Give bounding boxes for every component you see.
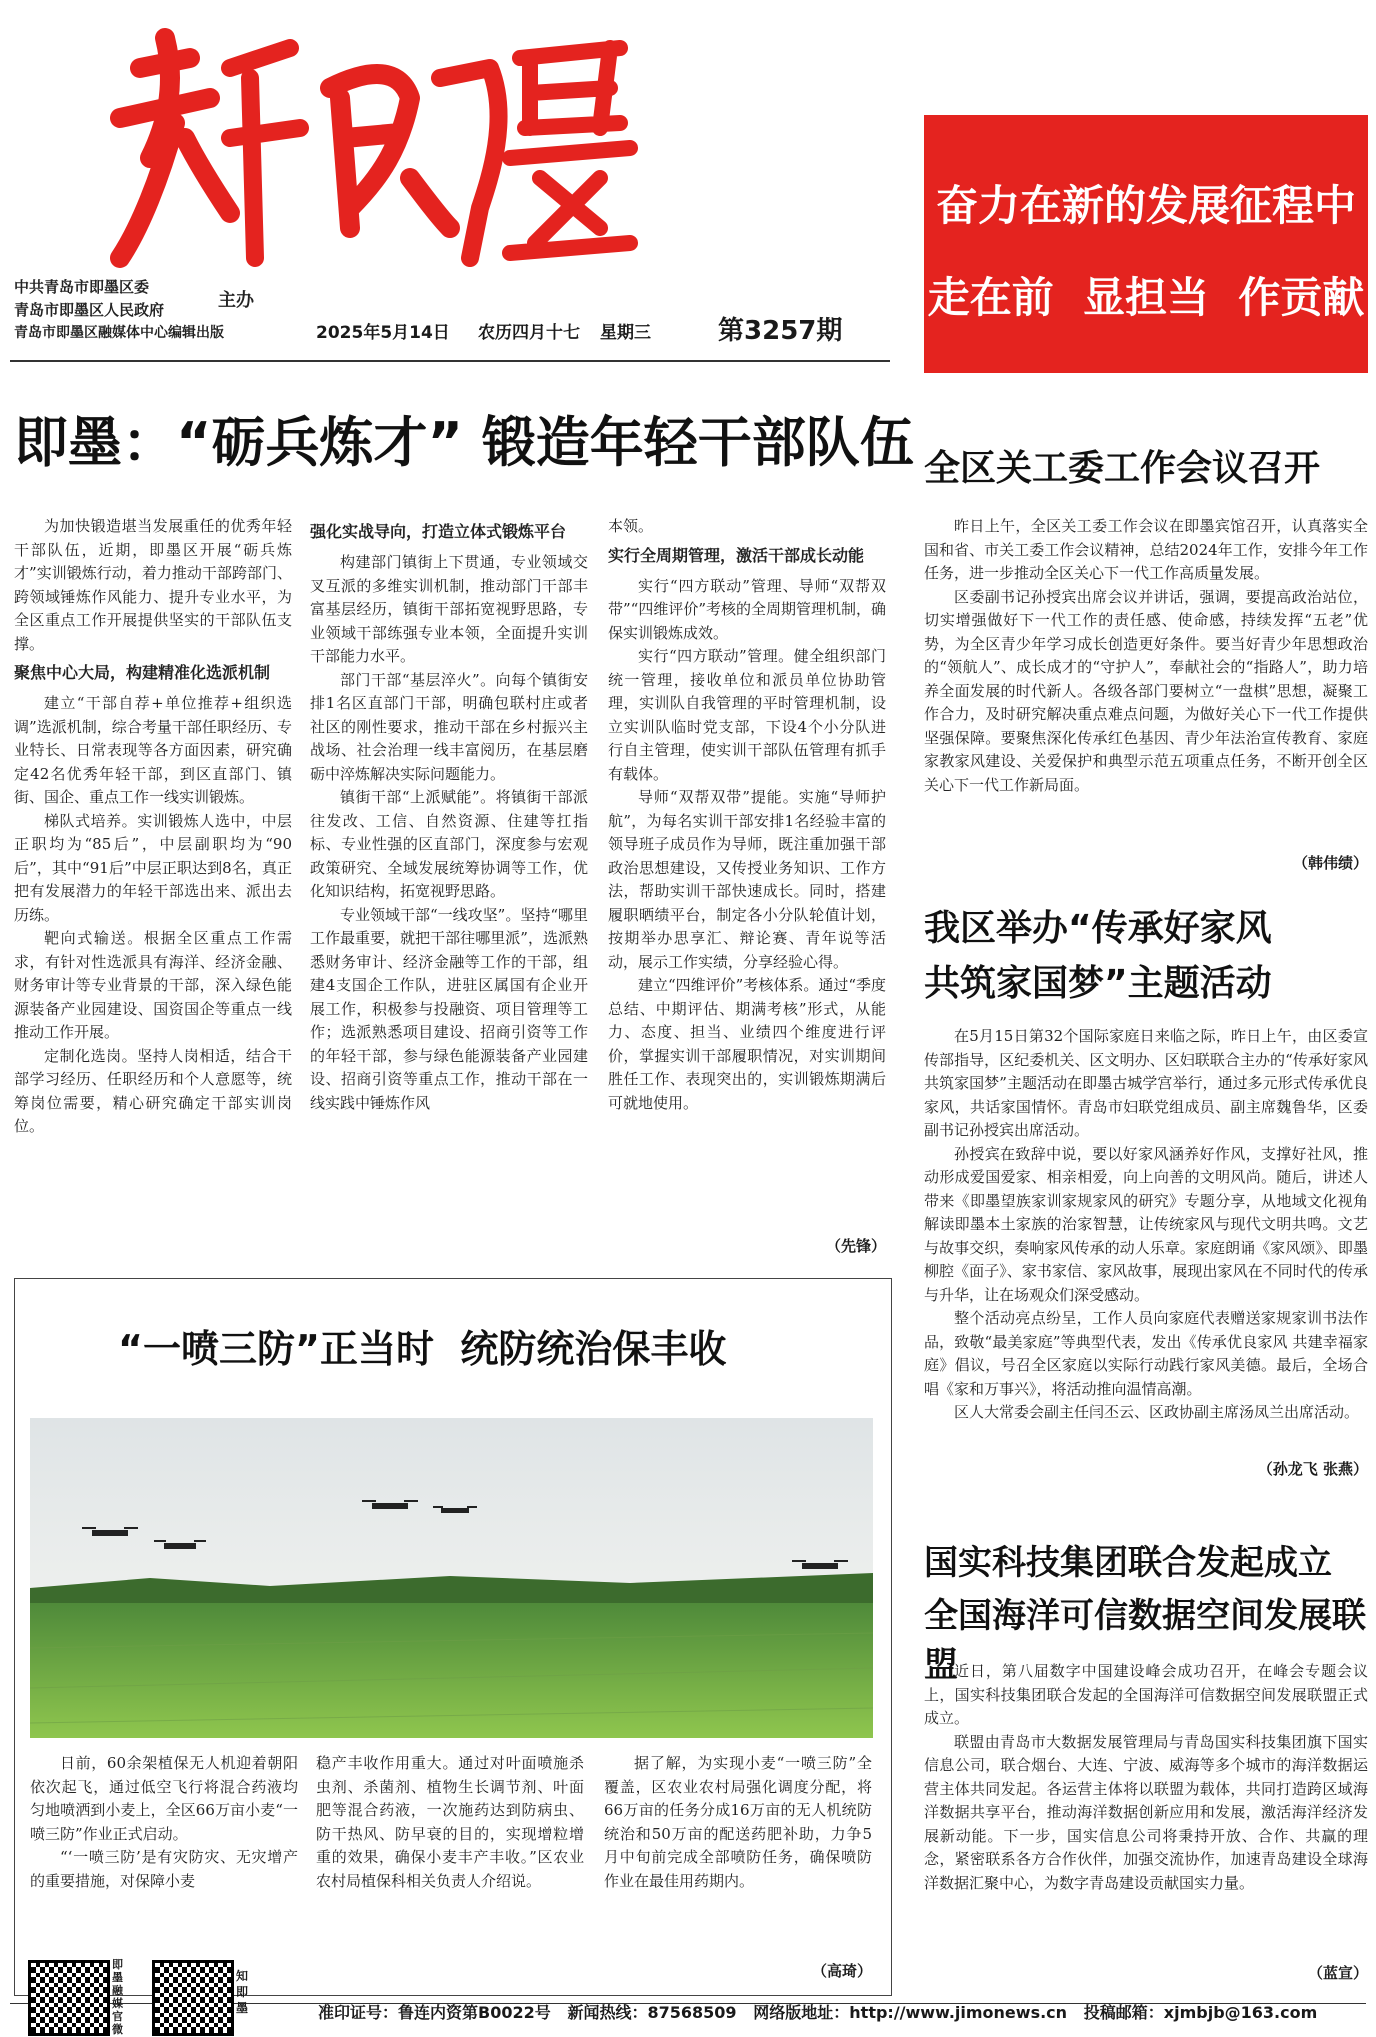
right3-body bbox=[924, 1660, 1368, 1895]
issue-number: 第3257期 bbox=[718, 316, 843, 346]
qr1-label: 即墨融媒官微 bbox=[112, 1958, 123, 2036]
right3-headline-2: 全国海洋可信数据空间发展联盟 bbox=[924, 1596, 1366, 1685]
footer-info bbox=[318, 2000, 1317, 2023]
slogan-banner bbox=[924, 115, 1368, 373]
lunar-date: 农历四月十七 bbox=[478, 323, 580, 343]
lead-headline: 即墨：“砺兵炼才” 锻造年轻干部队伍 bbox=[14, 411, 914, 474]
right2-headline-2: 共筑家国梦”主题活动 bbox=[924, 963, 1272, 1004]
paragraph: 联盟由青岛市大数据发展管理局与青岛国实科技集团旗下国实信息公司，联合烟台、大连、宁波、威海等多个城市的海洋数据运营主体共同发起。各运营主体将以联盟为载体，共同打造跨区域海洋数据共享平台，推动海洋数据创新应用和发展，激活海洋经济发展新动能。下一步，国实信息公司将秉持开放、合作、共赢的理念，紧密联系各方合作伙伴，加强交流协作，加速青岛建设全球海洋数据汇聚中心，为数字青岛建设贡献国实力量。 bbox=[924, 1732, 1368, 1892]
sponsor-line-2: 青岛市即墨区人民政府 bbox=[14, 301, 165, 319]
paragraph: 镇街干部“上派赋能”。将镇街干部派往发改、工信、自然资源、住建等扛指标、专业性强的区直部门，深度参与宏观政策研究、全域发展统筹协调等工作，优化知识结构，拓宽视野思路。 bbox=[310, 788, 588, 900]
right3-signature: （蓝宣） bbox=[1307, 1964, 1368, 1982]
web-link[interactable]: http://www.jimonews.cn bbox=[849, 2003, 1068, 2022]
paragraph: 近日，第八届数字中国建设峰会成功召开，在峰会专题会议上，国实科技集团联合发起的全国海洋可信数据空间发展联盟正式成立。 bbox=[924, 1662, 1368, 1727]
drone-field-photo bbox=[30, 1418, 873, 1738]
paragraph: 导师“双帮双带”提能。实施“导师护航”，为每名实训干部安排1名经验丰富的领导班子成员作为导师，既注重加强干部政治思想建设，又传授业务知识、工作方法，帮助实训干部快速成长。同时，搭建履职晒绩平台，制定各小分队轮值计划，按期举办思享汇、辩论赛、青年说等活动，展示工作实绩，分享经验心得。 bbox=[608, 788, 886, 971]
photo-story-col-3 bbox=[604, 1752, 872, 1893]
paragraph: 专业领域干部“一线攻坚”。坚持“哪里工作最重要，就把干部往哪里派”，选派熟悉财务审计、经济金融等工作的干部，组建4支国企工作队，进驻区属国有企业开展工作，积极参与投融资、项目管理等工作；选派熟悉项目建设、招商引资等工作的年轻干部，参与绿色能源装备产业园建设、招商引资等重点工作，推动干部在一线实践中锤炼作风 bbox=[310, 905, 589, 1112]
publisher: 青岛市即墨区融媒体中心编辑出版 bbox=[14, 325, 224, 341]
paragraph: 为加快锻造堪当发展重任的优秀年轻干部队伍，近期，即墨区开展“砺兵炼才”实训锻炼行动，着力推动干部跨部门、跨领域锤炼作风能力、提升专业水平，为全区重点工作开展提供坚实的干部队伍支撑。 bbox=[14, 517, 292, 653]
paragraph: “‘一喷三防’是有灾防灾、无灾增产的重要措施，对保障小麦 bbox=[30, 1848, 298, 1890]
right1-body bbox=[924, 515, 1368, 797]
paragraph: 靶向式输送。根据全区重点工作需求，有针对性选派具有海洋、经济金融、财务审计等专业背景的干部，深入绿色能源装备产业园建设、国资国企等重点一线推动工作开展。 bbox=[14, 929, 292, 1041]
paragraph: 整个活动亮点纷呈，工作人员向家庭代表赠送家规家训书法作品，致敬“最美家庭”等典型代表，发出《传承优良家风 共建幸福家庭》倡议，号召全区家庭以实际行动践行家风美德。最后，全场合唱《家和万事兴》，将活动推向温情高潮。 bbox=[924, 1309, 1368, 1398]
qr-code-1[interactable] bbox=[28, 1960, 110, 2036]
photo-story-headline: “一喷三防”正当时 统防统治保丰收 bbox=[118, 1327, 727, 1371]
sponsor-suffix: 主办 bbox=[218, 290, 254, 311]
lead-col-3 bbox=[608, 515, 886, 1115]
email-label: 投稿邮箱： bbox=[1083, 2003, 1164, 2022]
license-value: 鲁连内资第B0022号 bbox=[398, 2003, 551, 2022]
paragraph: 建立“四维评价”考核体系。通过“季度总结、中期评估、期满考核”形式，从能力、态度、担当、业绩四个维度进行评价，掌握实训干部履职情况，对实训期间胜任工作、表现突出的，实训锻炼期满后可就地使用。 bbox=[608, 976, 887, 1112]
right3-headline-1: 国实科技集团联合发起成立 bbox=[924, 1543, 1332, 1583]
masthead-divider bbox=[10, 360, 890, 362]
paragraph: 在5月15日第32个国际家庭日来临之际，昨日上午，由区委宣传部指导，区纪委机关、区文明办、区妇联联合主办的“传承好家风 共筑家国梦”主题活动在即墨古城学宫举行，通过多元形式传承优良家风，共话家国情怀。青岛市妇联党组成员、副主席魏鲁华，区委副书记孙授宾出席活动。 bbox=[924, 1027, 1368, 1139]
paragraph: 定制化选岗。坚持人岗相适，结合干部学习经历、任职经历和个人意愿等，统筹岗位需要，精心研究确定干部实训岗位。 bbox=[14, 1046, 292, 1135]
lead-signature: （先锋） bbox=[825, 1237, 886, 1255]
slogan-line-2: 走在前 显担当 作贡献 bbox=[927, 273, 1365, 322]
paragraph: 孙授宾在致辞中说，要以好家风涵养好作风，支撑好社风，推动形成爱国爱家、相亲相爱，向上向善的文明风尚。随后，讲述人带来《即墨望族家训家规家风的研究》专题分享，从地域文化视角解读即墨本土家族的治家智慧，让传统家风与现代文明共鸣。文艺与故事交织，奏响家风传承的动人乐章。家庭朗诵《家风颂》、即墨柳腔《面子》、家书家信、家风故事，展现出家风在不同时代的传承与升华，让在场观众们深受感动。 bbox=[924, 1144, 1368, 1304]
photo-story-signature: （高琦） bbox=[811, 1962, 872, 1980]
right2-body bbox=[924, 1025, 1368, 1425]
subheading: 强化实战导向，打造立体式锻炼平台 bbox=[310, 522, 567, 541]
license-label: 准印证号： bbox=[318, 2003, 399, 2022]
weekday: 星期三 bbox=[600, 323, 651, 343]
right2-headline-1: 我区举办“传承好家风 bbox=[924, 908, 1272, 949]
lead-col-2 bbox=[310, 515, 588, 1115]
masthead-logo bbox=[80, 28, 640, 268]
sponsor-line-1: 中共青岛市即墨区委 bbox=[14, 278, 150, 296]
paragraph: 稳产丰收作用重大。通过对叶面喷施杀虫剂、杀菌剂、植物生长调节剂、叶面肥等混合药液，一次施药达到防病虫、防干热风、防早衰的目的，实现增粒增重的效果，确保小麦丰产丰收。”区农业农村局植保科相关负责人介绍说。 bbox=[316, 1754, 584, 1890]
web-label: 网络版地址： bbox=[753, 2003, 850, 2022]
hotline-label: 新闻热线： bbox=[567, 2003, 648, 2022]
paragraph: 梯队式培养。实训锻炼人选中，中层正职均为“85后”，中层副职均为“90后”，其中“91后”中层正职达到8名，真正把有发展潜力的年轻干部选出来、派出去历练。 bbox=[14, 811, 292, 924]
paragraph: 构建部门镇街上下贯通，专业领域交叉互派的多维实训机制，推动部门干部丰富基层经历，镇街干部拓宽视野思路，专业领域干部练强专业本领，全面提升实训干部能力水平。 bbox=[310, 553, 588, 665]
right1-signature: （韩伟绩） bbox=[1292, 854, 1368, 872]
slogan-line-1: 奋力在新的发展征程中 bbox=[935, 181, 1356, 230]
qr2-label: 知即墨 bbox=[236, 1969, 249, 2015]
paragraph: 本领。 bbox=[608, 517, 654, 535]
paragraph: 昨日上午，全区关工委工作会议在即墨宾馆召开，认真落实全国和省、市关工委工作会议精神，总结2024年工作，安排今年工作任务，进一步推动全区关心下一代工作高质量发展。 bbox=[924, 517, 1368, 582]
paragraph: 区委副书记孙授宾出席会议并讲话，强调，要提高政治站位，切实增强做好下一代工作的责任感、使命感，持续发挥“五老”优势，为全区青少年学习成长创造更好条件。要当好青少年思想政治的“领航人”、成长成才的“守护人”，奉献社会的“指路人”，助力培养全面发展的时代新人。各级各部门要树立“一盘棋”思想，凝聚工作合力，及时研究解决重点难点问题，为做好关心下一代工作提供坚强保障。要聚焦深化传承红色基因、青少年法治宣传教育、家庭家教家风建设、关爱保护和典型示范五项重点任务，不断开创全区关心下一代工作新局面。 bbox=[924, 587, 1368, 794]
hotline-value: 87568509 bbox=[647, 2003, 737, 2022]
paragraph: 据了解，为实现小麦“一喷三防”全覆盖，区农业农村局强化调度分配，将66万亩的任务分成16万亩的无人机统防统治和50万亩的配送药肥补助，力争5月中旬前完成全部喷防任务，确保喷防作业在最佳用药期内。 bbox=[604, 1754, 872, 1890]
paragraph: 实行“四方联动”管理、导师“双帮双带”“四维评价”考核的全周期管理机制，确保实训锻炼成效。 bbox=[608, 576, 887, 642]
right2-signature: （孙龙飞 张燕） bbox=[1257, 1460, 1368, 1478]
subheading: 聚焦中心大局，构建精准化选派机制 bbox=[14, 663, 271, 682]
right1-headline: 全区关工委工作会议召开 bbox=[924, 448, 1321, 489]
photo-story-col-1 bbox=[30, 1752, 298, 1893]
paragraph: 部门干部“基层淬火”。向每个镇街安排1名区直部门干部，明确包联村庄或者社区的刚性要求，推动干部在乡村振兴主战场、社会治理一线丰富阅历，在基层磨砺中淬炼解决实际问题能力。 bbox=[310, 670, 588, 783]
email-link[interactable]: xjmbjb@163.com bbox=[1163, 2003, 1318, 2022]
subheading: 实行全周期管理，激活干部成长动能 bbox=[608, 545, 865, 565]
qr-code-2[interactable] bbox=[152, 1960, 234, 2036]
paragraph: 建立“干部自荐+单位推荐+组织选调”选派机制，综合考量干部任职经历、专业特长、日常表现等各方面因素，研究确定42名优秀年轻干部，到区直部门、镇街、国企、重点工作一线实训锻炼。 bbox=[14, 694, 292, 806]
issue-date: 2025年5月14日 bbox=[316, 323, 450, 343]
paragraph: 日前，60余架植保无人机迎着朝阳依次起飞，通过低空飞行将混合药液均匀地喷洒到小麦上，全区66万亩小麦“一喷三防”作业正式启动。 bbox=[30, 1754, 298, 1843]
lead-col-1 bbox=[14, 515, 292, 1139]
photo-story-col-2 bbox=[316, 1752, 584, 1893]
paragraph: 区人大常委会副主任闫丕云、区政协副主席汤凤兰出席活动。 bbox=[954, 1403, 1360, 1421]
paragraph: 实行“四方联动”管理。健全组织部门统一管理，接收单位和派员单位协助管理，实训队自我管理的平时管理机制，设立实训队临时党支部，下设4个小分队进行自主管理，使实训干部队伍管理有抓手有载体。 bbox=[608, 647, 886, 783]
